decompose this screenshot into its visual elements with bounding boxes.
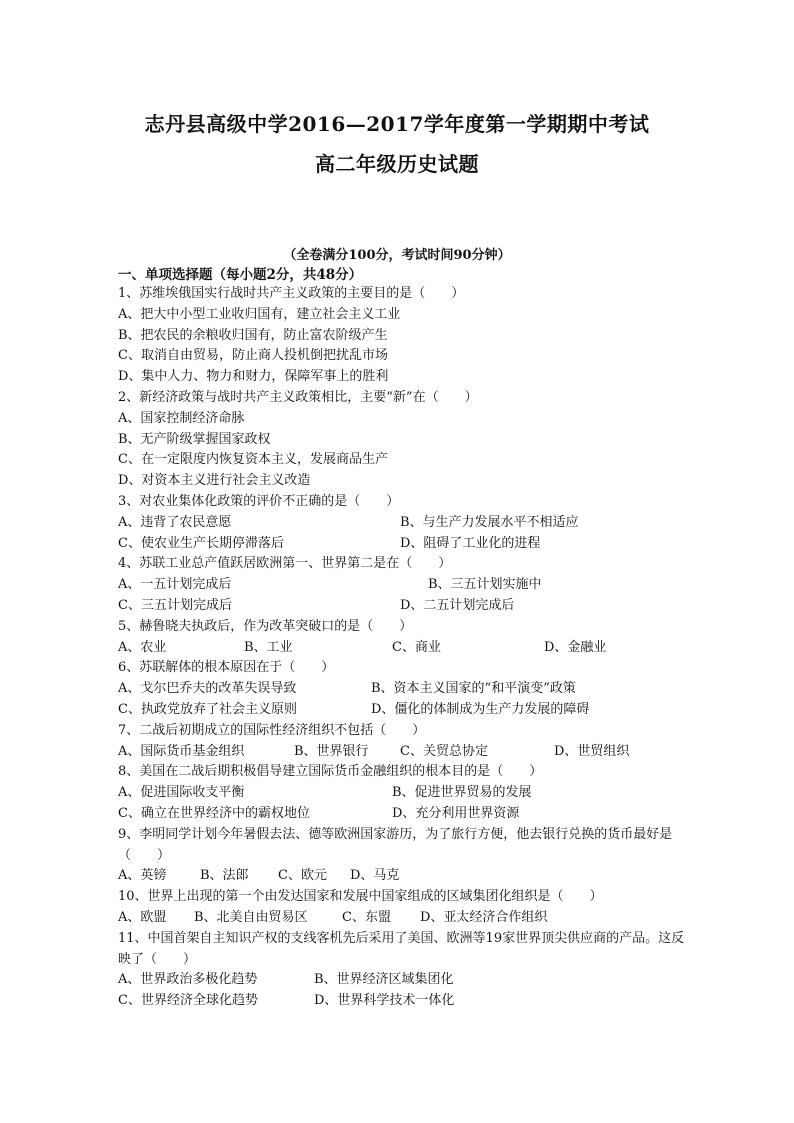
question-8-option-c: C、确立在世界经济中的霸权地位 [118,805,310,821]
question-5-option-b: B、工业 [244,639,293,655]
question-2-option-a: A、国家控制经济命脉 [118,410,245,426]
question-6-option-d: D、僵化的体制成为生产力发展的障碍 [371,701,590,717]
question-2-option-d: D、对资本主义进行社会主义改造 [118,473,311,489]
question-1-option-b: B、把农民的余粮收归国有，防止富农阶级产生 [118,327,388,343]
question-3-option-b: B、与生产力发展水平不相适应 [400,514,579,530]
question-1-option-c: C、取消自由贸易，防止商人投机倒把扰乱市场 [118,348,388,364]
section-title: 一、单项选择题（每小题2分，共48分） [118,267,363,283]
exam-title: 志丹县高级中学2016—2017学年度第一学期期中考试 [144,112,650,136]
question-6-row-2 [118,700,688,721]
question-9-row [118,866,688,887]
question-6-row-1 [118,679,688,700]
question-8-stem: 8、美国在二战后期积极倡导建立国际货币金融组织的根本目的是（ ） [118,764,543,780]
exam-subtitle: 高二年级历史试题 [315,152,479,176]
question-4-option-b: B、三五计划实施中 [428,577,542,593]
question-10-option-a: A、欧盟 [118,909,167,925]
question-8-option-d: D、充分利用世界资源 [392,805,520,821]
question-2-stem: 2、新经济政策与战时共产主义政策相比，主要“新”在（ ） [118,389,478,405]
question-4-option-a: A、一五计划完成后 [118,577,232,593]
question-list [118,284,688,1012]
question-9-option-c: C、欧元 [278,868,327,884]
question-4-option-d: D、二五计划完成后 [400,597,515,613]
question-6-option-a: A、戈尔巴乔夫的改革失误导致 [118,681,297,697]
question-9-option-d: D、马克 [350,868,400,884]
question-6-option-b: B、资本主义国家的“和平演变”政策 [371,681,576,697]
question-7-stem: 7、二战后初期成立的国际性经济组织不包括（ ） [118,722,426,738]
question-10-row [118,908,688,929]
exam-note: （全卷满分100分，考试时间90分钟） [283,248,511,263]
question-4-row-1 [118,575,688,596]
question-8-option-a: A、促进国际收支平衡 [118,785,245,801]
question-10-option-b: B、北美自由贸易区 [194,909,308,925]
question-1-option-d: D、集中人力、物力和财力，保障军事上的胜利 [118,369,389,385]
question-4-stem: 4、苏联工业总产值跃居欧洲第一、世界第二是在（ ） [118,556,452,572]
question-1-option-a: A、把大中小型工业收归国有，建立社会主义工业 [118,306,401,322]
question-11-row-1 [118,970,688,991]
question-8-row-2 [118,804,688,825]
question-3-stem: 3、对农业集体化政策的评价不正确的是（ ） [118,493,400,509]
question-11-row-2 [118,991,688,1012]
question-7-option-d: D、世贸组织 [554,743,630,759]
question-10-option-c: C、东盟 [342,909,391,925]
question-4-row-2 [118,596,688,617]
question-11-option-d: D、世界科学技术一体化 [314,993,455,1009]
question-7-option-b: B、世界银行 [294,743,369,759]
question-11-option-a: A、世界政治多极化趋势 [118,972,258,988]
question-7-row [118,742,688,763]
question-3-row-1 [118,513,688,534]
question-11-option-b: B、世界经济区域集团化 [314,972,454,988]
question-7-option-a: A、国际货币基金组织 [118,743,245,759]
question-8-option-b: B、促进世界贸易的发展 [392,785,532,801]
question-5-stem: 5、赫鲁晓夫执政后，作为改革突破口的是（ ） [118,618,413,634]
question-3-row-2 [118,534,688,555]
question-9-option-b: B、法郎 [200,868,249,884]
question-4-option-c: C、三五计划完成后 [118,597,232,613]
question-2-option-b: B、无产阶级掌握国家政权 [118,431,271,447]
question-3-option-a: A、违背了农民意愿 [118,514,232,530]
question-9-stem: 9、李明同学计划今年暑假去法、德等欧洲国家游历，为了旅行方便，他去银行兑换的货币最好是（ ） [118,826,673,863]
question-1-stem: 1、苏维埃俄国实行战时共产主义政策的主要目的是（ ） [118,286,465,301]
question-3-option-c: C、使农业生产长期停滞落后 [118,535,284,551]
question-8-row-1 [118,783,688,804]
question-3-option-d: D、阻碍了工业化的进程 [400,535,541,551]
question-2-option-c: C、在一定限度内恢复资本主义，发展商品生产 [118,452,388,468]
question-9-option-a: A、英镑 [118,868,167,884]
question-11-stem: 11、中国首架自主知识产权的支线客机先后采用了美国、欧洲等19家世界顶尖供应商的产品。这反映了（ ） [118,930,685,967]
question-10-option-d: D、亚太经济合作组织 [420,909,548,925]
question-11-option-c: C、世界经济全球化趋势 [118,993,258,1009]
question-7-option-c: C、关贸总协定 [400,743,488,759]
question-10-stem: 10、世界上出现的第一个由发达国家和发展中国家组成的区域集团化组织是（ ） [118,889,603,905]
question-6-option-c: C、执政党放弃了社会主义原则 [118,701,297,717]
question-5-option-a: A、农业 [118,639,167,655]
question-5-option-d: D、金融业 [544,639,607,655]
question-6-stem: 6、苏联解体的根本原因在于（ ） [118,660,335,676]
question-5-row [118,638,688,659]
question-5-option-c: C、商业 [392,639,441,655]
